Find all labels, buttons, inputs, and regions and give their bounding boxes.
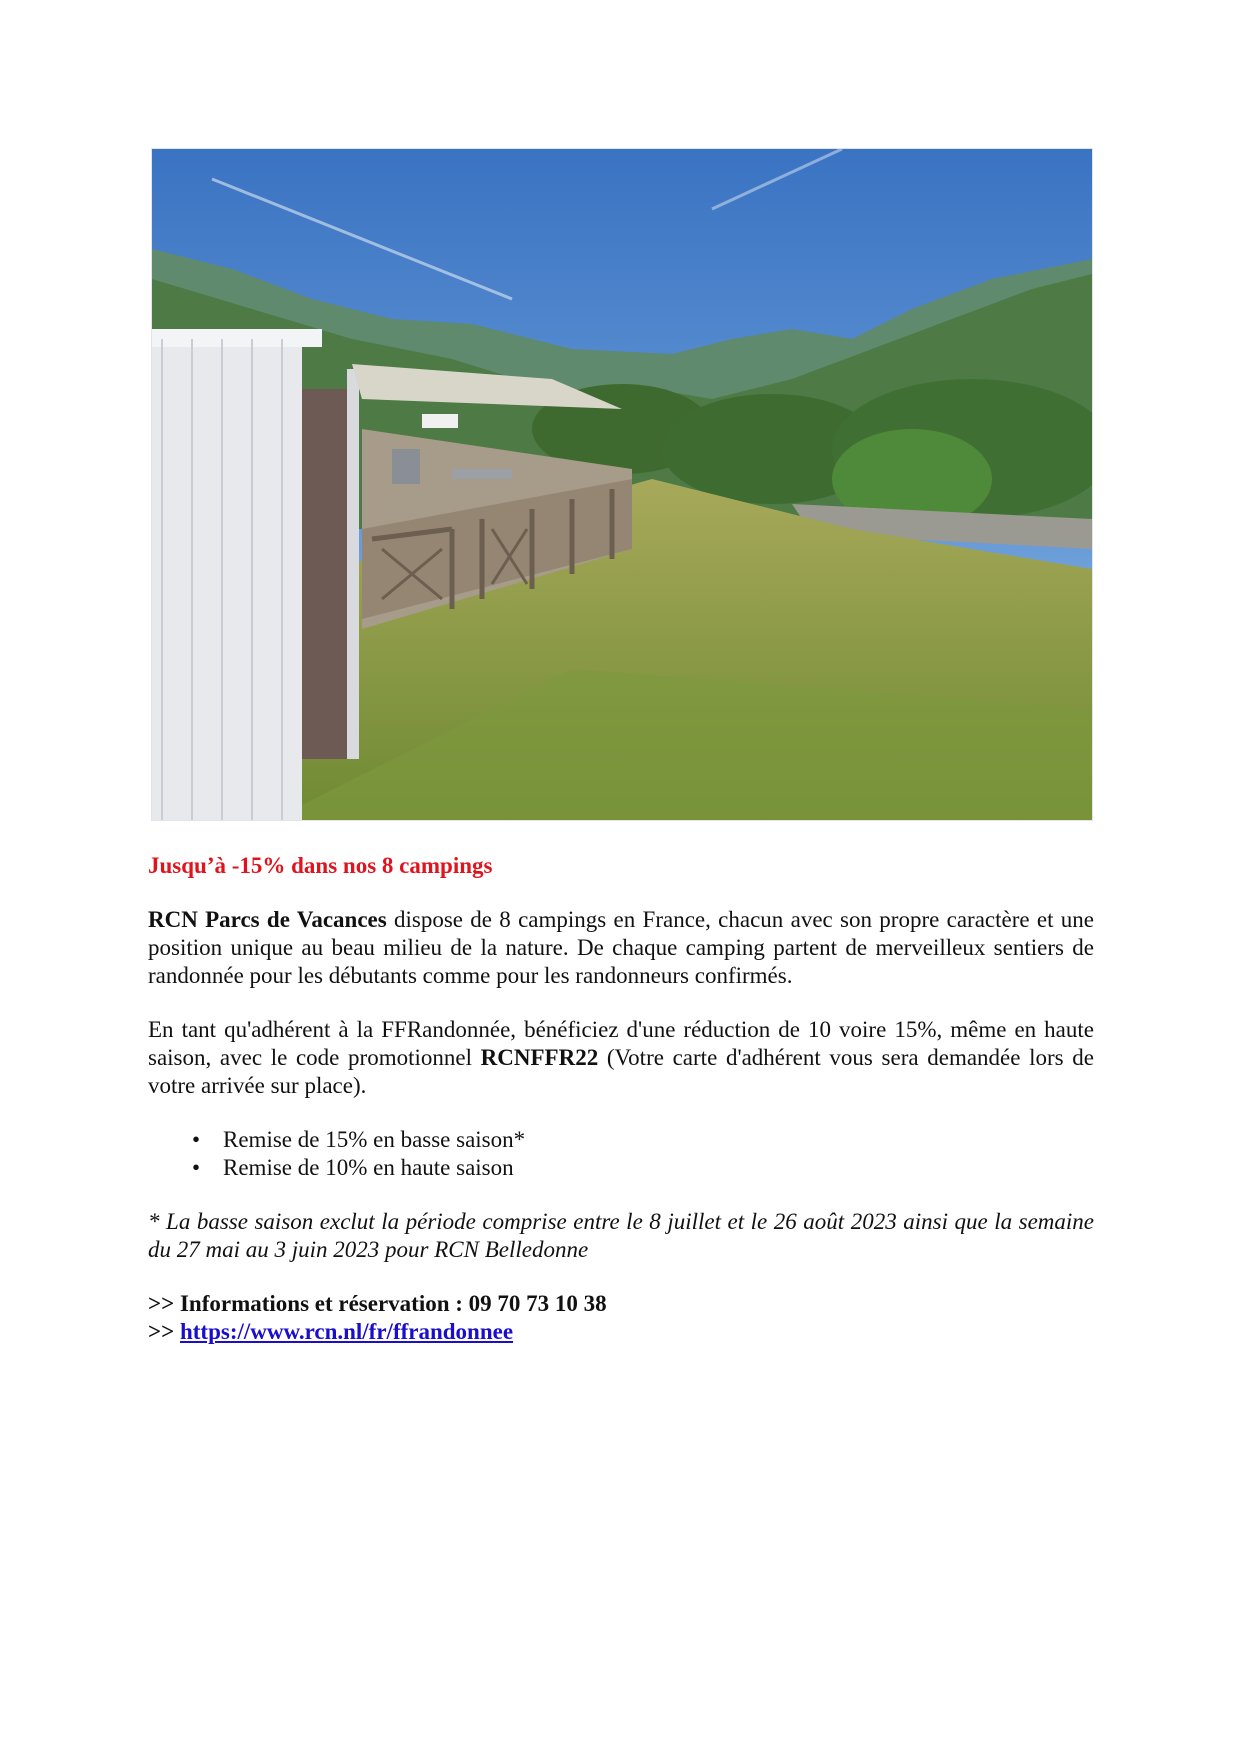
list-item xyxy=(148,1126,1094,1154)
bullet-icon: • xyxy=(192,1127,201,1152)
offer-paragraph xyxy=(148,1016,1094,1100)
offer-text-before: En tant qu'adhérent à la FFRandonnée, bénéficiez d'une réduction de 10 voire 15%, même en haute saison, avec le code promotionnel xyxy=(148,1017,1094,1070)
rcn-website-link[interactable]: https://www.rcn.nl/fr/ffrandonnee xyxy=(179,1319,514,1344)
list-item-text: Remise de 15% en basse saison* xyxy=(223,1127,526,1152)
discount-list xyxy=(148,1126,1094,1182)
offer-headline: Jusqu’à -15% dans nos 8 campings xyxy=(148,853,493,878)
offer-text-after: (Votre carte d'adhérent vous sera demandée lors de votre arrivée sur place). xyxy=(148,1045,1094,1098)
article-body xyxy=(148,852,1094,1346)
website-line xyxy=(148,1318,1094,1346)
campsite-landscape-image xyxy=(152,149,1092,820)
intro-paragraph xyxy=(148,906,1094,990)
contact-phone-line: >> Informations et réservation : 09 70 73 10 38 xyxy=(148,1291,607,1316)
link-prefix: >> xyxy=(148,1319,180,1344)
season-footnote: * La basse saison exclut la période comprise entre le 8 juillet et le 26 août 2023 ainsi que la semaine du 27 mai au 3 juin 2023 pour RCN Belledonne xyxy=(148,1209,1094,1262)
brand-name: RCN Parcs de Vacances xyxy=(148,907,387,932)
promo-code: RCNFFR22 xyxy=(480,1045,599,1070)
intro-text: dispose de 8 campings en France, chacun avec son propre caractère et une position unique au beau milieu de la nature. De chaque camping partent de merveilleux sentiers de randonnée pour les débutants comme pour les randonneurs confirmés. xyxy=(148,907,1094,988)
list-item-text: Remise de 10% en haute saison xyxy=(223,1155,514,1180)
bullet-icon: • xyxy=(192,1155,201,1180)
campsite-photo xyxy=(151,148,1093,821)
list-item xyxy=(148,1154,1094,1182)
